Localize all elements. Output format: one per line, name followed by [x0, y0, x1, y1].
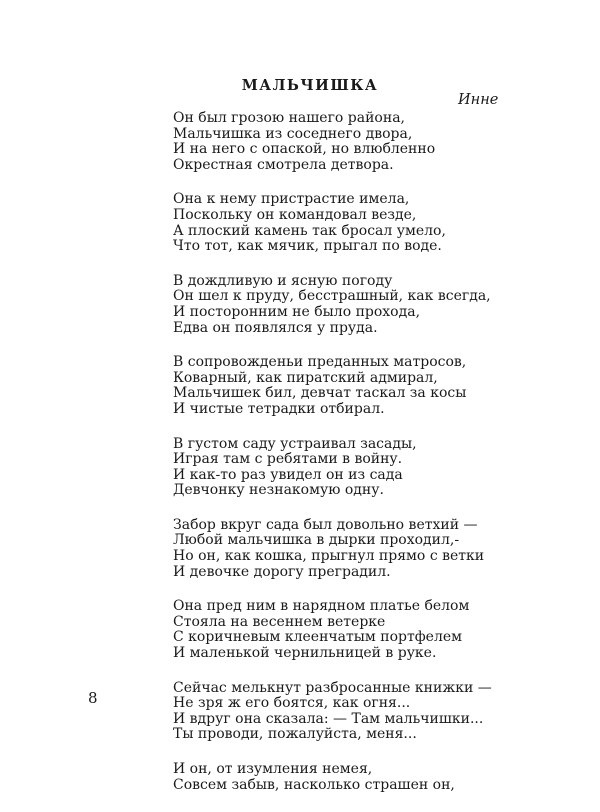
poem-stanza [173, 762, 593, 793]
poem-stanza [173, 274, 593, 336]
poem-line: И маленькой чернильницей в руке. [173, 645, 437, 662]
poem-line: Стояла на весеннем ветерке [173, 613, 386, 630]
poem-line: Мальчишка из соседнего двора, [173, 125, 413, 142]
poem-line: Поскольку он командовал везде, [173, 206, 417, 223]
poem-stanza [173, 681, 593, 743]
poem-line: Забор вкруг сада был довольно ветхий — [173, 516, 478, 533]
poem-body [173, 111, 593, 812]
poem-line: Он шел к пруду, бесстрашный, как всегда, [173, 288, 491, 305]
page-number: 8 [88, 689, 98, 707]
poem-line: В густом саду устраивал засады, [173, 435, 417, 452]
poem-line: Не зря ж его боятся, как огня... [173, 695, 411, 712]
poem-line: Едва он появлялся у пруда. [173, 319, 378, 336]
poem-stanza [173, 518, 593, 580]
poem-line: И на него с опаской, но влюбленно [173, 141, 436, 158]
poem-line: Любой мальчишка в дырки проходил,- [173, 532, 460, 549]
poem-line: Но он, как кошка, прыгнул прямо с ветки [173, 548, 485, 565]
poem-line: Окрестная смотрела детвора. [173, 156, 394, 173]
poem-line: С коричневым клеенчатым портфелем [173, 629, 463, 646]
poem-line: Девчонку незнакомую одну. [173, 482, 384, 499]
poem-line: И девочке дорогу преградил. [173, 563, 391, 580]
poem-line: И посторонним не было прохода, [173, 303, 421, 320]
poem-line: Ты проводи, пожалуйста, меня... [173, 726, 417, 743]
poem-stanza [173, 355, 593, 417]
poem-line: И он, от изумления немея, [173, 761, 373, 777]
poem-line: Совсем забыв, насколько страшен он, [173, 776, 455, 793]
poem-line: Коварный, как пиратский адмирал, [173, 369, 438, 386]
poem-line: Мальчишек бил, девчат таскал за косы [173, 385, 467, 402]
poem-line: А плоский камень так бросал умело, [173, 222, 446, 239]
poem-line: В дождливую и ясную погоду [173, 272, 393, 289]
poem-line: Сейчас мелькнут разбросанные книжки — [173, 679, 492, 696]
poem-line: Играя там с ребятами в войну. [173, 451, 403, 468]
poem-title: МАЛЬЧИШКА [241, 77, 379, 94]
poem-line: В сопровожденьи преданных матросов, [173, 354, 467, 371]
poem-line: Он был грозою нашего района, [173, 110, 405, 126]
poem-line: Она пред ним в нарядном платье белом [173, 598, 470, 615]
poem-stanza [173, 111, 593, 173]
poem-line: И чистые тетрадки отбирал. [173, 400, 385, 417]
poem-stanza [173, 192, 593, 254]
poem-stanza [173, 599, 593, 661]
poem-line: И вдруг она сказала: — Там мальчишки... [173, 710, 484, 727]
poem-line: Что тот, как мячик, прыгал по воде. [173, 238, 442, 255]
poem-stanza [173, 437, 593, 499]
poem-line: И как-то раз увидел он из сада [173, 466, 403, 483]
poem-dedication: Инне [458, 92, 499, 108]
poem-line: Она к нему пристрастие имела, [173, 191, 410, 208]
